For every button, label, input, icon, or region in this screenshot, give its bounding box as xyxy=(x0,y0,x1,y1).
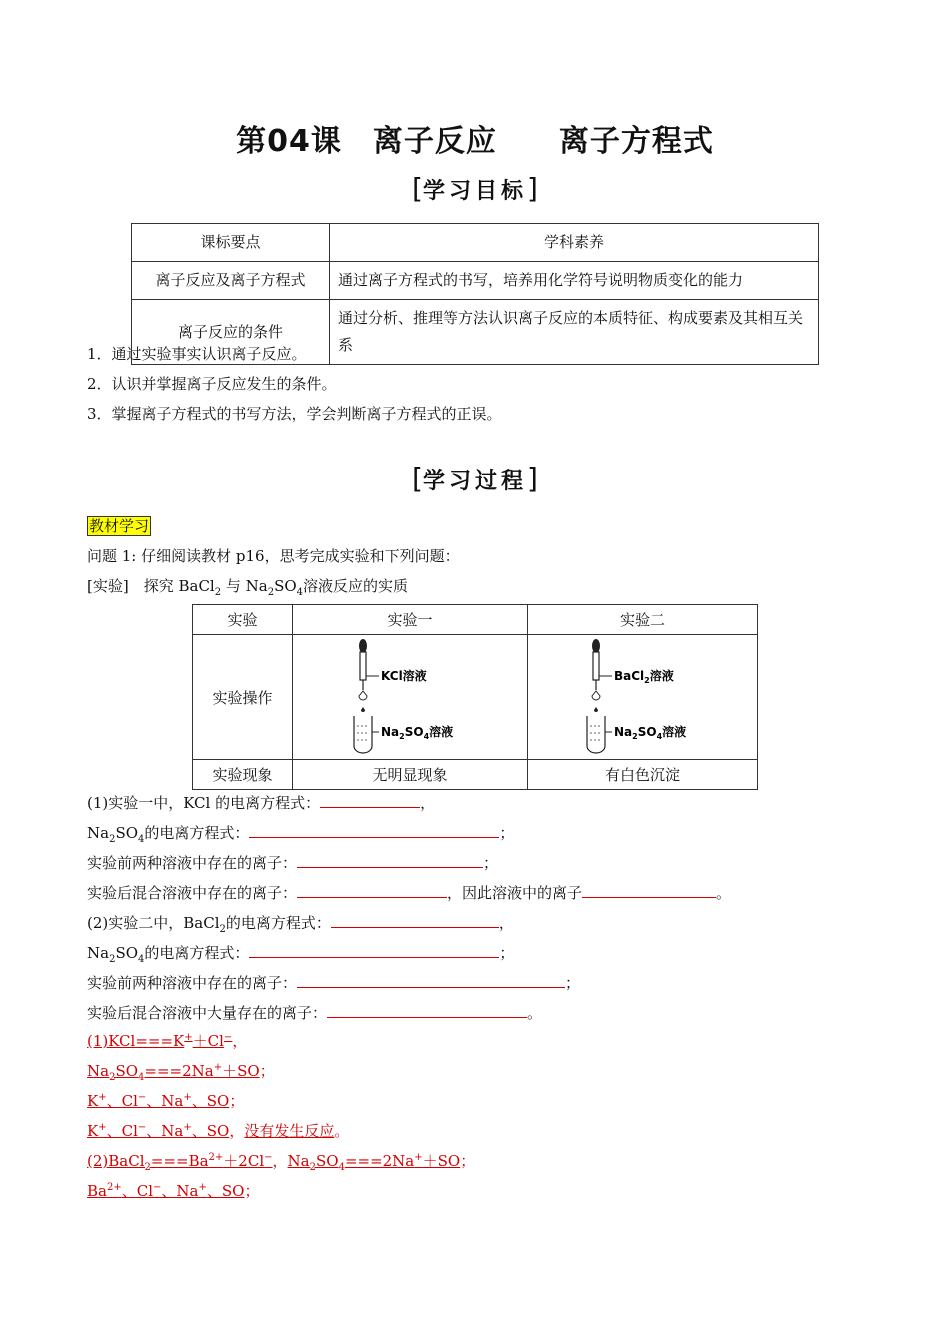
droplet-icon xyxy=(359,691,367,700)
table-row xyxy=(193,760,758,790)
table-cell: 有白色沉淀 xyxy=(528,760,758,790)
answer-blank[interactable] xyxy=(249,821,499,838)
question-line: (1)实验一中，KCl 的电离方程式： ， xyxy=(87,791,435,813)
test-tube xyxy=(354,716,372,753)
table-row xyxy=(193,635,758,760)
answer-line: K+、Cl−、Na+、SO； xyxy=(87,1092,245,1110)
question-line: 实验前两种溶液中存在的离子： ； xyxy=(87,851,498,873)
section-heading-goals: [学习目标] xyxy=(412,172,538,205)
dropper-body xyxy=(360,652,366,680)
experiment-heading: [实验] 探究 BaCl$_2$ 与 $Na_2SO_4$溶液反应的实质 xyxy=(87,577,409,598)
table-cell: 通过离子方程式的书写，培养用化学符号说明物质变化的能力 xyxy=(330,262,819,300)
tube-label: $Na_2SO_4$溶液 xyxy=(613,725,686,741)
test-tube xyxy=(587,716,605,753)
question-line: 实验前两种溶液中存在的离子： ； xyxy=(87,971,580,993)
section-heading-process: [学习过程] xyxy=(412,462,538,495)
experiment-2-illustration xyxy=(528,635,758,760)
droplet-icon xyxy=(594,707,598,712)
dropper-bulb xyxy=(592,639,600,653)
droplet-icon xyxy=(361,707,365,712)
answer-line: $Ba^{2+}$、Cl−、Na+、SO； xyxy=(87,1182,260,1200)
dropper-body xyxy=(593,652,599,680)
answer-blank[interactable] xyxy=(582,881,716,898)
table-cell: 无明显现象 xyxy=(293,760,528,790)
question-line: $Na_2SO_4$的电离方程式： ； xyxy=(87,941,514,963)
table-header-cell: 实验 xyxy=(193,605,293,635)
answer-blank[interactable] xyxy=(297,971,565,988)
tube-label: $Na_2SO_4$溶液 xyxy=(381,725,454,741)
question-line: 实验后混合溶液中存在的离子： ，因此溶液中的离子 。 xyxy=(87,881,731,903)
dropper-tube-1-figure xyxy=(345,636,475,754)
answer-line: (1)KCl===K+＋Cl−， xyxy=(87,1032,248,1050)
answer-line: K+、Cl−、Na+、SO，没有发生反应。 xyxy=(87,1122,350,1140)
table-row xyxy=(193,605,758,635)
table-header-cell: 学科素养 xyxy=(330,224,819,262)
table-header-cell: 课标要点 xyxy=(132,224,330,262)
objective-item: 2．认识并掌握离子反应发生的条件。 xyxy=(87,375,337,393)
dropper-bulb xyxy=(359,639,367,653)
question-line: (2)实验二中，BaCl$_2$的电离方程式： ， xyxy=(87,911,514,933)
dropper-label: KCl溶液 xyxy=(381,669,427,683)
answer-blank[interactable] xyxy=(320,791,420,808)
textbook-tag: 教材学习 xyxy=(89,517,150,535)
experiment-1-illustration xyxy=(293,635,528,760)
table-cell: 离子反应的条件 xyxy=(132,300,330,365)
objective-item: 1．通过实验事实认识离子反应。 xyxy=(87,345,307,363)
page-title: 第04课 离子反应 离子方程式 xyxy=(236,124,714,159)
answer-blank[interactable] xyxy=(297,881,447,898)
answer-blank[interactable] xyxy=(331,911,499,928)
question-1: 问题 1: 仔细阅读教材 p16，思考完成实验和下列问题： xyxy=(87,547,460,565)
droplet-icon xyxy=(592,691,600,700)
question-line: $Na_2SO_4$的电离方程式： ； xyxy=(87,821,514,843)
table-row xyxy=(132,224,819,262)
table-row xyxy=(132,262,819,300)
table-cell: 实验现象 xyxy=(193,760,293,790)
question-line: 实验后混合溶液中大量存在的离子： 。 xyxy=(87,1001,542,1023)
objective-item: 3．掌握离子方程式的书写方法，学会判断离子方程式的正误。 xyxy=(87,405,502,423)
answer-blank[interactable] xyxy=(327,1001,527,1018)
table-header-cell: 实验一 xyxy=(293,605,528,635)
table-cell: 通过分析、推理等方法认识离子反应的本质特征、构成要素及其相互关系 xyxy=(330,300,819,365)
dropper-tube-2-figure xyxy=(578,636,708,754)
answer-line: $Na_2SO_4===2Na^++SO$； xyxy=(87,1062,275,1083)
table-header-cell: 实验二 xyxy=(528,605,758,635)
experiment-table xyxy=(192,604,758,790)
answer-line: $(2)BaCl_2===Ba^{2+}+2Cl^-$，$Na_2SO_4===2Na^++SO$； xyxy=(87,1152,476,1173)
table-cell: 离子反应及离子方程式 xyxy=(132,262,330,300)
dropper-label: BaCl$_2$溶液 xyxy=(613,669,674,685)
answer-blank[interactable] xyxy=(297,851,483,868)
table-cell: 实验操作 xyxy=(193,635,293,760)
answer-blank[interactable] xyxy=(249,941,499,958)
